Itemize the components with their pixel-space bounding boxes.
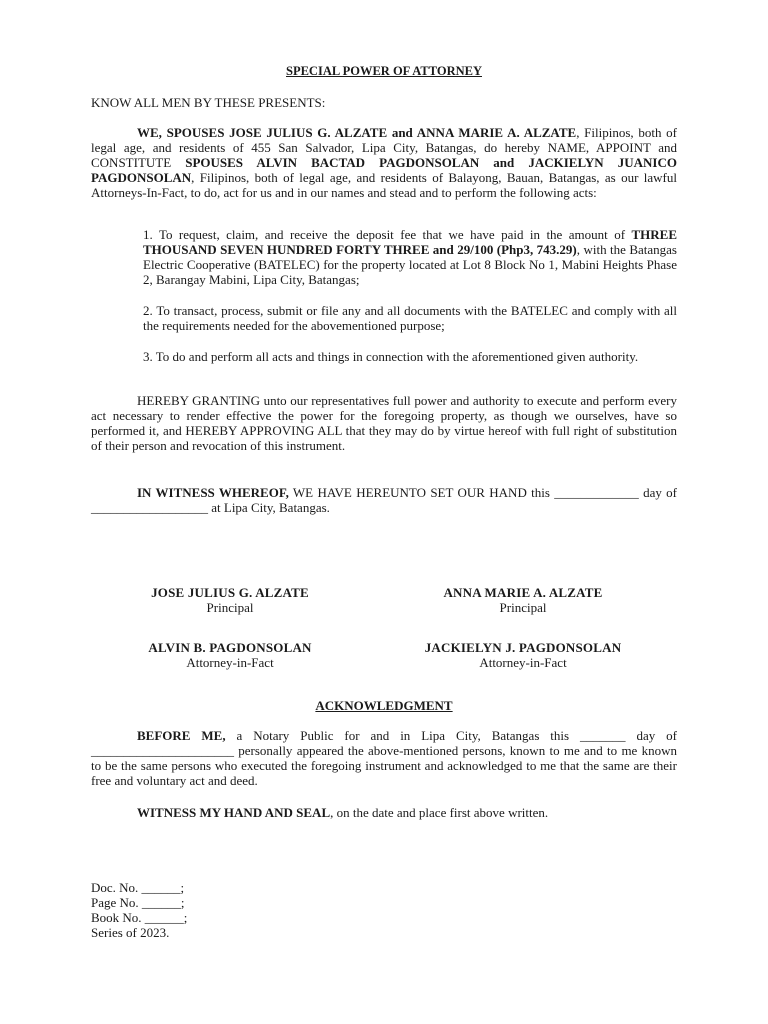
acknowledgment-paragraph (91, 728, 677, 788)
seal-paragraph (91, 805, 677, 820)
principals-names: WE, SPOUSES JOSE JULIUS G. ALZATE and ANNA MARIE A. ALZATE (137, 125, 577, 140)
notarial-register (91, 880, 291, 940)
page-no: Page No. ______; (91, 895, 185, 910)
seal-text: , on the date and place first above written. (330, 805, 549, 820)
signature-block-alvin (110, 640, 350, 670)
act-item-1-text-b: , with the Batangas Electric Cooperative (BATELEC) for the property located at Lot 8 Block No 1, Mabini Heights Phase 2, Barangay Mabini, Lipa City, Batangas; (143, 242, 677, 287)
witness-text: WE HAVE HEREUNTO SET OUR HAND this _____________ day of __________________ at Lipa City, Batangas. (91, 485, 677, 515)
signatory-name: ALVIN B. PAGDONSOLAN (148, 640, 312, 655)
act-item-3: 3. To do and perform all acts and things in connection with the aforementioned given authority. (143, 349, 639, 364)
act-item-2: 2. To transact, process, submit or file any and all documents with the BATELEC and comply with all the requirements needed for the abovementioned purpose; (143, 303, 677, 333)
series: Series of 2023. (91, 925, 170, 940)
signatory-role: Principal (206, 600, 254, 615)
book-no: Book No. ______; (91, 910, 188, 925)
before-me-text: a Notary Public for and in Lipa City, Batangas this _______ day of ______________________ personally appeared the above-mentioned persons, known to me and to me known to be the same persons who executed the foregoing instrument and acknowledged to me that the same are their free and voluntary act and deed. (91, 728, 677, 788)
signatory-name: ANNA MARIE A. ALZATE (443, 585, 603, 600)
doc-no: Doc. No. ______; (91, 880, 185, 895)
witness-paragraph (91, 485, 677, 515)
signature-block-jackielyn (403, 640, 643, 670)
signature-block-jose (110, 585, 350, 615)
signatory-role: Principal (499, 600, 547, 615)
deposit-amount: THREE THOUSAND SEVEN HUNDRED FORTY THREE and 29/100 (Php3, 743.29) (143, 227, 677, 257)
before-me-lead: BEFORE ME, (137, 728, 226, 743)
witness-lead: IN WITNESS WHEREOF, (137, 485, 289, 500)
opening-line: KNOW ALL MEN BY THESE PRESENTS: (91, 95, 326, 110)
granting-paragraph: HEREBY GRANTING unto our representatives full power and authority to execute and perform every act necessary to render effective the power for the foregoing property, as though we ourselves, have so performed it, and HEREBY APPROVING ALL that they may do by virtue hereof with full right of substitution of their person and revocation of this instrument. (91, 393, 677, 453)
attorneys-names: SPOUSES ALVIN BACTAD PAGDONSOLAN and JACKIELYN JUANICO PAGDONSOLAN (91, 155, 677, 185)
principals-text: , Filipinos, both of legal age, and residents of 455 San Salvador, Lipa City, Batangas, do hereby NAME, APPOINT and CONSTITUTE (91, 125, 677, 170)
document-title: SPECIAL POWER OF ATTORNEY (286, 64, 482, 78)
signatory-name: JOSE JULIUS G. ALZATE (151, 585, 309, 600)
act-item-1-text-a: 1. To request, claim, and receive the deposit fee that we have paid in the amount of (143, 227, 632, 242)
signatory-name: JACKIELYN J. PAGDONSOLAN (424, 640, 622, 655)
act-item-1 (143, 227, 677, 287)
acknowledgment-title: ACKNOWLEDGMENT (315, 698, 453, 713)
paragraph-principals (91, 125, 677, 200)
seal-lead: WITNESS MY HAND AND SEAL (137, 805, 331, 820)
signature-block-anna (403, 585, 643, 615)
signatory-role: Attorney-in-Fact (186, 655, 274, 670)
attorneys-text: , Filipinos, both of legal age, and residents of Balayong, Bauan, Batangas, as our lawful Attorneys-In-Fact, to do, act for us and in our names and stead and to perform the following acts: (91, 170, 677, 200)
signatory-role: Attorney-in-Fact (479, 655, 567, 670)
